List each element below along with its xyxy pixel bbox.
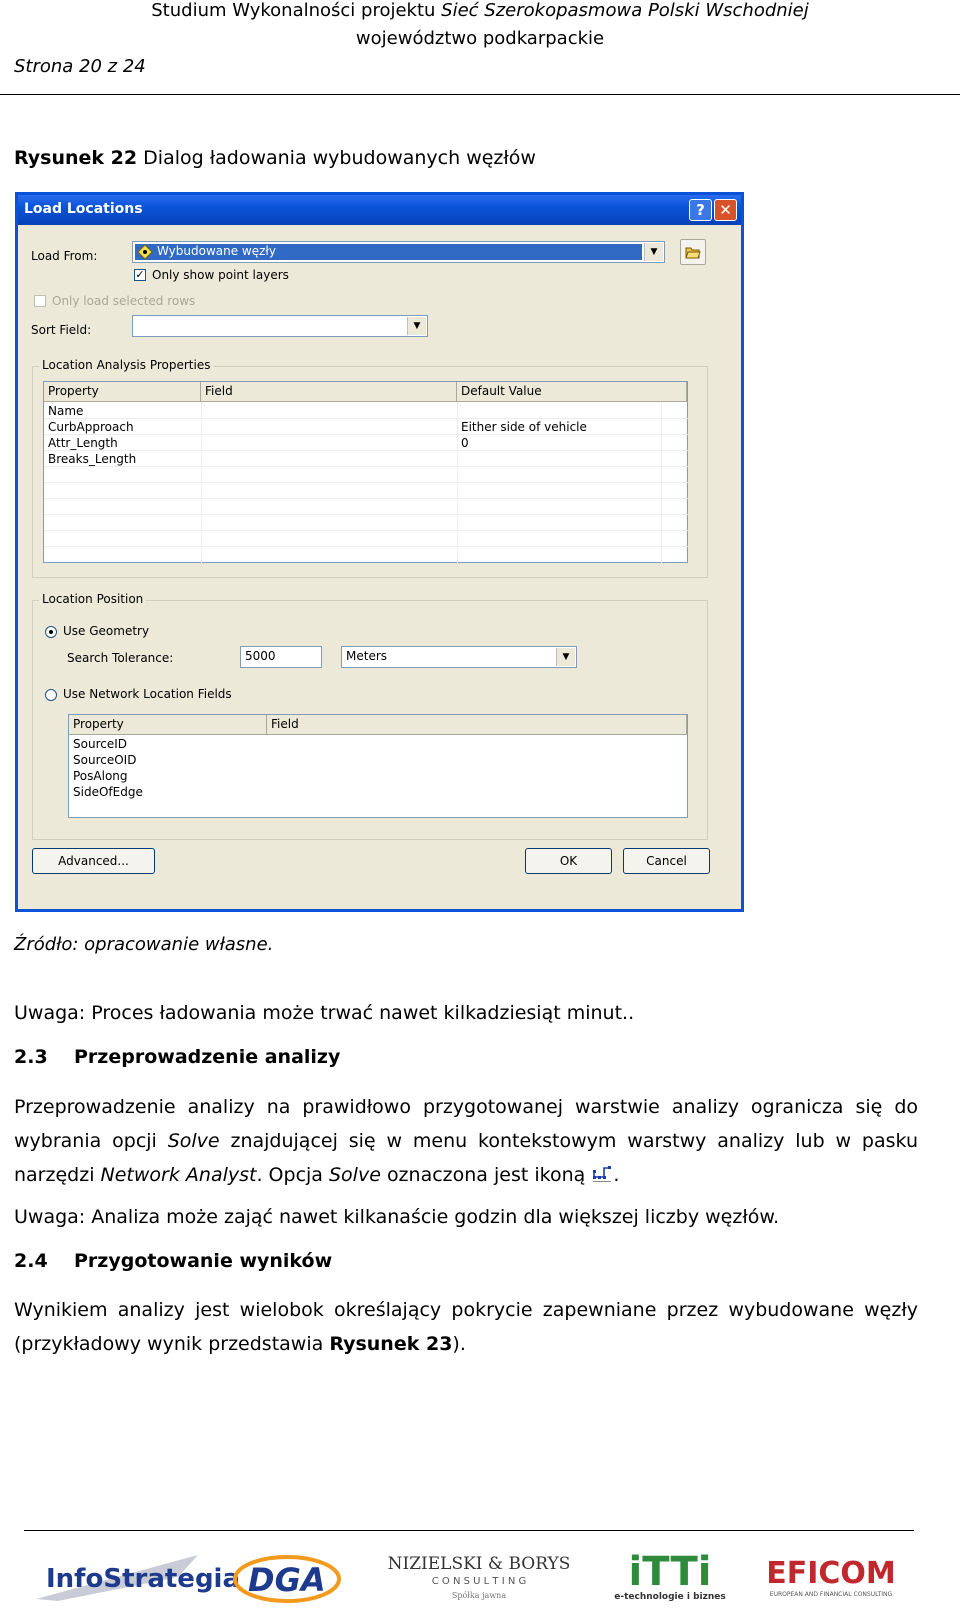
table-row-property[interactable]: SideOfEdge xyxy=(73,785,143,799)
section-heading-2-4 xyxy=(14,1250,332,1272)
search-tolerance-input[interactable]: 5000 xyxy=(240,646,322,668)
grid-row-divider xyxy=(44,546,689,547)
radio-selected-dot xyxy=(49,630,53,634)
running-header-title xyxy=(0,0,960,21)
section-2-3-paragraph xyxy=(14,1090,918,1192)
table-row-property[interactable]: PosAlong xyxy=(73,769,128,783)
table-row-default[interactable]: 0 xyxy=(461,436,469,450)
network-location-table[interactable] xyxy=(68,714,688,818)
grid-row-divider xyxy=(44,434,689,435)
section-number: 2.4 xyxy=(14,1250,48,1272)
paragraph-text: Przeprowadzenie analizy na prawidłowo przygotowanej warstwie analizy ogranicza się do wybrania opcji xyxy=(14,1096,918,1152)
header-title-prefix: Studium Wykonalności projektu xyxy=(151,0,436,21)
dialog-title: Load Locations xyxy=(24,201,143,217)
header-rule xyxy=(0,94,960,95)
chevron-down-icon[interactable]: ▼ xyxy=(407,317,426,335)
column-header-field[interactable]: Field xyxy=(201,382,457,402)
only-selected-rows-checkbox[interactable] xyxy=(34,295,46,307)
figure-caption xyxy=(14,147,536,169)
table-row-property[interactable]: CurbApproach xyxy=(48,420,134,434)
dga-logo-graphic xyxy=(230,1547,344,1607)
use-geometry-label: Use Geometry xyxy=(63,624,150,638)
section-title: Przygotowanie wyników xyxy=(74,1250,333,1272)
header-region: województwo podkarpackie xyxy=(355,28,605,49)
cancel-button[interactable]: Cancel xyxy=(623,848,710,874)
ok-button[interactable]: OK xyxy=(525,848,612,874)
dga-logo-text: DGA xyxy=(248,1561,326,1599)
eficom-logo-text: EFICOM xyxy=(766,1555,896,1591)
grid-row-divider xyxy=(44,450,689,451)
paragraph-text: Wynikiem analizy jest wielobok określający pokrycie zapewniane przez wybudowane węzły (przykładowy wynik przedstawia xyxy=(14,1299,918,1355)
load-from-value: Wybudowane węzły xyxy=(157,244,276,258)
open-folder-icon xyxy=(685,244,701,260)
table-row-default[interactable]: Either side of vehicle xyxy=(461,420,587,434)
header-project-name: Sieć Szerokopasmowa Polski Wschodniej xyxy=(441,0,809,21)
grid-row-divider xyxy=(44,498,689,499)
chevron-down-icon[interactable]: ▼ xyxy=(556,648,575,666)
footer-rule xyxy=(24,1530,914,1531)
position-group-title: Location Position xyxy=(39,592,146,606)
grid-column-divider xyxy=(201,402,202,564)
paragraph-text: znajdującej się w menu kontekstowym warstwy analizy lub w pasku narzędzi xyxy=(14,1130,918,1186)
load-from-combo[interactable] xyxy=(132,241,665,263)
only-point-layers-checkbox[interactable]: ✓ xyxy=(135,268,145,281)
analysis-note: Uwaga: Analiza może zająć nawet kilkanaście godzin dla większej liczby węzłów. xyxy=(14,1206,780,1228)
search-tolerance-label: Search Tolerance: xyxy=(67,651,174,665)
section-2-4-paragraph xyxy=(14,1293,918,1361)
load-from-label: Load From: xyxy=(31,249,98,263)
paragraph-text: . xyxy=(613,1164,620,1186)
nb-logo-name: NIZIELSKI & BORYS xyxy=(387,1554,571,1574)
column-header-property[interactable]: Property xyxy=(69,715,267,735)
analysis-group-title: Location Analysis Properties xyxy=(39,358,213,372)
close-button[interactable]: ✕ xyxy=(714,199,737,221)
chevron-down-icon[interactable]: ▼ xyxy=(644,243,663,261)
loading-note: Uwaga: Proces ładowania może trwać nawet kilkadziesiąt minut.. xyxy=(14,1002,635,1024)
section-title: Przeprowadzenie analizy xyxy=(74,1046,341,1068)
load-locations-dialog xyxy=(15,192,744,912)
dga-logo xyxy=(230,1545,344,1609)
grid-column-divider xyxy=(661,402,662,564)
solve-term: Solve xyxy=(328,1164,381,1186)
itti-logo-text: iTTi xyxy=(628,1549,712,1595)
figure-label: Rysunek 22 xyxy=(14,147,138,169)
figure-source: Źródło: opracowanie własne. xyxy=(14,934,274,955)
use-network-fields-label: Use Network Location Fields xyxy=(63,687,232,701)
paragraph-text: . Opcja xyxy=(256,1164,323,1186)
itti-logo-sub: e-technologie i biznes xyxy=(614,1592,726,1602)
grid-row-divider xyxy=(44,530,689,531)
eficom-logo xyxy=(757,1545,905,1609)
grid-row-divider xyxy=(44,514,689,515)
itti-logo xyxy=(605,1545,735,1609)
table-row-property[interactable]: SourceID xyxy=(73,737,127,751)
table-row-property[interactable]: Breaks_Length xyxy=(48,452,137,466)
eficom-logo-sub: EUROPEAN AND FINANCIAL CONSULTING xyxy=(769,1590,893,1598)
only-point-layers-label: Only show point layers xyxy=(152,268,289,282)
table-row-property[interactable]: Attr_Length xyxy=(48,436,118,450)
infostrategia-logo-graphic xyxy=(28,1547,241,1607)
grid-row-divider xyxy=(44,482,689,483)
infostrategia-logo-text: InfoStrategia xyxy=(46,1564,241,1594)
nb-logo-sub: C O N S U L T I N G xyxy=(431,1576,527,1587)
analysis-properties-table[interactable] xyxy=(43,381,688,563)
only-selected-rows-label: Only load selected rows xyxy=(52,294,196,308)
table-row-property[interactable]: SourceOID xyxy=(73,753,137,767)
units-value: Meters xyxy=(346,649,388,663)
section-heading-2-3 xyxy=(14,1046,340,1068)
nizielski-borys-logo xyxy=(370,1545,588,1609)
nb-logo-tag: Spółka jawna xyxy=(451,1591,507,1600)
section-number: 2.3 xyxy=(14,1046,48,1068)
help-button[interactable]: ? xyxy=(689,199,712,221)
units-combo[interactable] xyxy=(341,646,577,668)
advanced-button[interactable]: Advanced... xyxy=(32,848,155,874)
use-geometry-radio[interactable] xyxy=(45,626,57,638)
grid-row-divider xyxy=(44,466,689,467)
infostrategia-logo xyxy=(28,1545,241,1609)
point-layer-icon xyxy=(137,244,153,260)
network-analyst-term: Network Analyst xyxy=(100,1164,257,1186)
column-header-default-value[interactable]: Default Value xyxy=(457,382,687,402)
solve-term: Solve xyxy=(167,1130,220,1152)
column-header-property[interactable]: Property xyxy=(44,382,201,402)
sort-field-label: Sort Field: xyxy=(31,323,92,337)
column-header-field[interactable]: Field xyxy=(267,715,687,735)
grid-row-divider xyxy=(44,418,689,419)
use-network-fields-radio[interactable] xyxy=(45,689,57,701)
open-folder-button[interactable] xyxy=(680,239,706,265)
figure-reference: Rysunek 23 xyxy=(329,1333,453,1355)
dialog-titlebar[interactable] xyxy=(18,195,741,225)
solve-icon xyxy=(591,1164,613,1184)
page-number: Strona 20 z 24 xyxy=(14,56,146,77)
paragraph-text: oznaczona jest ikoną xyxy=(386,1164,586,1186)
grid-column-divider xyxy=(457,402,458,564)
sort-field-combo[interactable] xyxy=(132,315,428,337)
figure-caption-text: Dialog ładowania wybudowanych węzłów xyxy=(143,147,536,169)
paragraph-text: ). xyxy=(452,1333,466,1355)
table-row-property[interactable]: Name xyxy=(48,404,84,418)
